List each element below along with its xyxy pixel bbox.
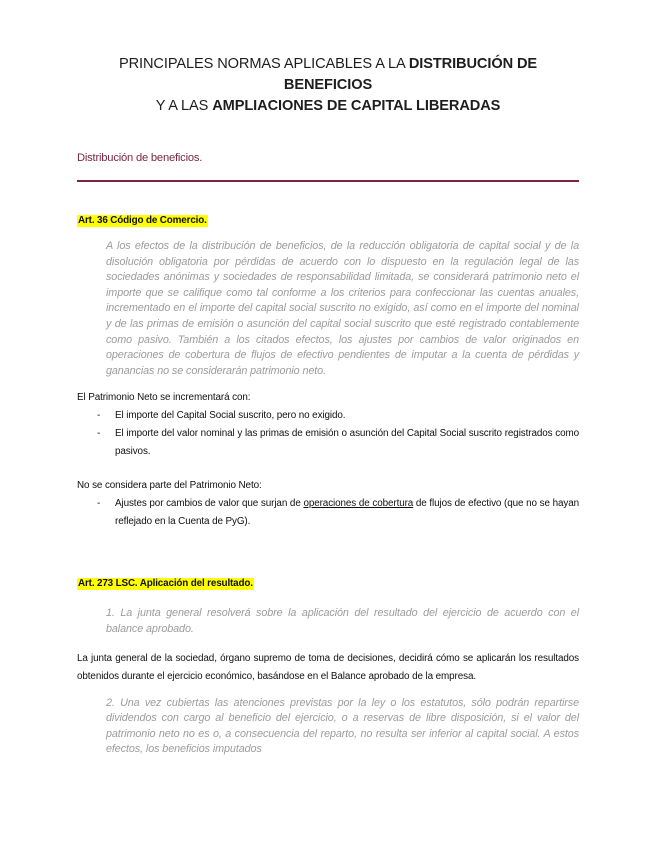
exclude-text-before: Ajustes por cambios de valor que surjan de (115, 498, 304, 510)
title-line2-bold: AMPLIACIONES DE CAPITAL LIBERADAS (212, 98, 501, 114)
list-item (77, 425, 579, 461)
art36-exclude-list (77, 495, 579, 531)
list-item-text (115, 498, 579, 527)
section-label: Distribución de beneficios. (77, 152, 203, 164)
art273-quote-2: 2. Una vez cubiertas las atenciones previstas por la ley o los estatutos, sólo podrán repartirse dividendos con cargo al beneficio del ejercicio, o a reservas de libre disposición, si el valor del patrimonio neto no es o, a consecuencia del reparto, no resulta ser inferior al capital social. A estos efectos, los beneficios imputados (106, 696, 579, 756)
title-line1-bold: DISTRIBUCIÓN DE BENEFICIOS (283, 56, 538, 93)
list-item-text: El importe del valor nominal y las primas de emisión o asunción del Capital Social suscrito registrados como pasivos. (115, 428, 579, 458)
art36-quote: A los efectos de la distribución de beneficios, de la reducción obligatoria de capital social y de la disolución obligatoria por pérdidas de acuerdo con lo dispuesto en la regulación legal de las sociedades anónimas y sociedades de responsabilidad limitada, se considerará patrimonio neto el importe que se califique como tal conforme a los criterios para confeccionar las cuentas anuales, incrementado en el importe del capital social suscrito no exigido, así como en el importe del nominal y de las primas de emisión o asunción del capital social suscrito que esté registrado contablemente como pasivo. También a los citados efectos, los ajustes por cambios de valor originados en operaciones de cobertura de flujos de efectivo pendientes de imputar a la cuenta de pérdidas y ganancias no se considerarán patrimonio neto. (106, 240, 579, 377)
exclude-text-after: de flujos de efectivo (que no se hayan reflejado en la Cuenta de PyG). (115, 498, 579, 528)
art36-heading: Art. 36 Código de Comercio. (78, 215, 207, 226)
art36-increase-intro: El Patrimonio Neto se incrementará con: (77, 392, 251, 404)
title-line1-normal: PRINCIPALES NORMAS APLICABLES A LA (118, 56, 409, 72)
list-item (77, 407, 579, 425)
art36-increase-list (77, 407, 579, 461)
section-divider (77, 180, 579, 182)
art273-heading-row (77, 573, 579, 591)
dash-bullet: - (97, 428, 101, 440)
art273-heading: Art. 273 LSC. Aplicación del resultado. (78, 578, 253, 590)
dash-bullet: - (97, 410, 101, 422)
art273-explanation: La junta general de la sociedad, órgano supremo de toma de decisiones, decidirá cómo se aplicarán los resultados obtenidos durante el ejercicio económico, basándose en el Balance aprobado de la empresa. (77, 652, 579, 682)
title-line2-normal: Y A LAS (155, 98, 213, 114)
list-item (77, 495, 579, 531)
art273-quote-1: 1. La junta general resolverá sobre la aplicación del resultado del ejercicio de acuerdo con el balance aprobado. (106, 607, 579, 635)
dash-bullet: - (97, 498, 101, 510)
art36-heading-row (77, 210, 579, 228)
list-item-text: El importe del Capital Social suscrito, pero no exigido. (115, 410, 346, 422)
art36-exclude-intro: No se considera parte del Patrimonio Neto: (77, 480, 262, 492)
document-title (77, 0, 579, 117)
exclude-text-underlined: operaciones de cobertura (303, 498, 414, 510)
